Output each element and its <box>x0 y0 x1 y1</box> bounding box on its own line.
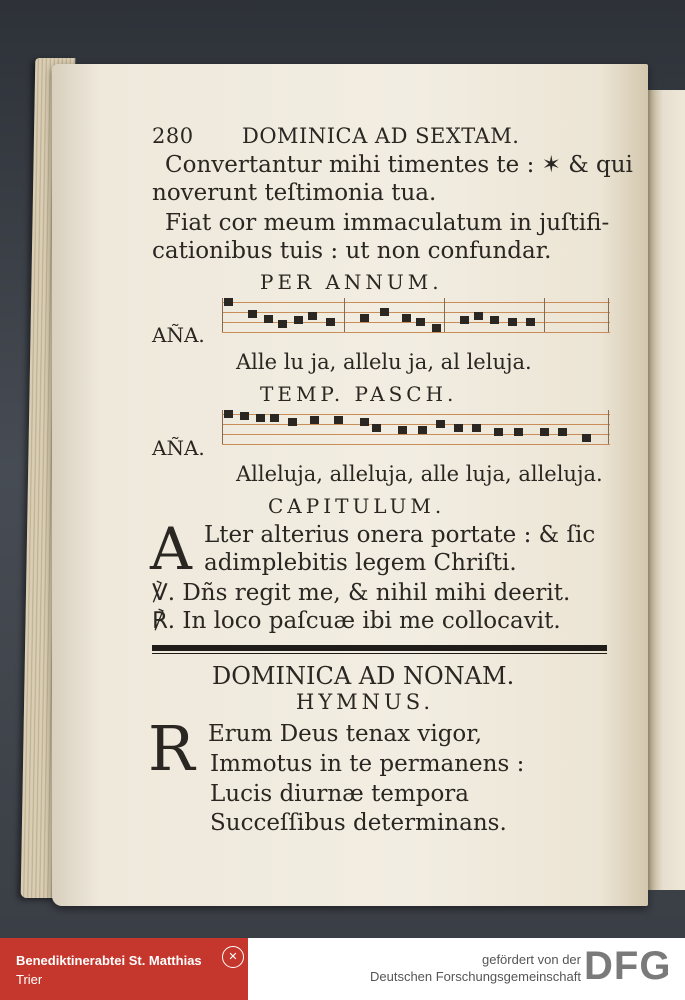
neume <box>310 416 319 424</box>
neume <box>380 308 389 316</box>
staff-line <box>222 444 610 445</box>
text-line: cationibus tuis : ut non confundar. <box>152 238 552 264</box>
neume <box>472 424 481 432</box>
hymn-line: Lucis diurnæ tempora <box>210 781 470 807</box>
neume <box>582 434 591 442</box>
neume <box>398 426 407 434</box>
per-annum-heading: PER ANNUM. <box>260 270 443 294</box>
institution-banner[interactable] <box>0 938 248 1000</box>
temp-pasch-heading: TEMP. PASCH. <box>260 382 458 406</box>
neume <box>360 418 369 426</box>
institution-city: Trier <box>16 972 43 987</box>
neume <box>514 428 523 436</box>
page-number: 280 <box>152 124 194 148</box>
lyrics-temp-pasch: Alleluja, alleluja, alle luja, alleluja. <box>236 462 603 486</box>
neume <box>540 428 549 436</box>
staff-barline <box>222 298 223 332</box>
text-line: noverunt teſtimonia tua. <box>152 180 437 206</box>
chant-staff-per-annum <box>222 298 610 338</box>
staff-line <box>222 434 610 435</box>
antiphon-label: AÑA. <box>152 436 205 460</box>
footer-bar <box>0 938 685 1000</box>
neume <box>432 324 441 332</box>
neume <box>372 424 381 432</box>
staff-barline <box>444 298 445 332</box>
neume <box>558 428 567 436</box>
neume <box>264 315 273 323</box>
staff-barline <box>608 298 609 332</box>
neume <box>474 312 483 320</box>
funding-line-2: Deutschen Forschungsgemeinschaft <box>369 969 581 984</box>
facing-page-edge <box>648 90 685 890</box>
dfg-logo[interactable]: DFG <box>584 944 672 988</box>
neume <box>402 314 411 322</box>
neume <box>416 318 425 326</box>
lyrics-per-annum: Alle lu ja, allelu ja, al leluja. <box>236 350 532 374</box>
capitulum-line: Lter alterius onera portate : & ſic <box>204 522 596 548</box>
neume <box>294 316 303 324</box>
neume <box>508 318 517 326</box>
neume <box>526 318 535 326</box>
drop-cap-a: A <box>150 515 192 583</box>
hymnus-heading: HYMNUS. <box>296 690 435 714</box>
chant-staff-temp-pasch <box>222 410 610 450</box>
neume <box>278 320 287 328</box>
funding-line-1: gefördert von der <box>481 952 581 967</box>
staff-barline <box>544 298 545 332</box>
neume <box>256 414 265 422</box>
staff-barline <box>608 410 609 444</box>
abbey-logo-icon: ✕ <box>222 946 244 968</box>
neume <box>334 416 343 424</box>
capitulum-line: adimplebitis legem Chriſti. <box>204 550 517 576</box>
neume <box>454 424 463 432</box>
staff-line <box>222 414 610 415</box>
antiphon-label: AÑA. <box>152 323 205 347</box>
response: ℟. In loco paſcuæ ibi me collocavit. <box>152 608 561 634</box>
neume <box>360 314 369 322</box>
neume <box>240 412 249 420</box>
staff-line <box>222 312 610 313</box>
neume <box>490 316 499 324</box>
running-head: DOMINICA AD SEXTAM. <box>242 124 520 148</box>
staff-line <box>222 302 610 303</box>
neume <box>436 420 445 428</box>
neume <box>270 414 279 422</box>
versicle: ℣. Dñs regit me, & nihil mihi deerit. <box>152 580 571 606</box>
staff-barline <box>344 298 345 332</box>
staff-line <box>222 424 610 425</box>
drop-cap-r: R <box>148 712 195 785</box>
section-rule-thin <box>152 653 607 654</box>
neume <box>460 316 469 324</box>
neume <box>326 318 335 326</box>
neume <box>418 426 427 434</box>
hymn-line: Succeſſibus determinans. <box>210 810 507 836</box>
neume <box>308 312 317 320</box>
text-line: Convertantur mihi timentes te : ✶ & qui <box>165 152 633 178</box>
neume <box>288 418 297 426</box>
hymn-line: Immotus in te permanens : <box>210 751 525 777</box>
staff-barline <box>222 410 223 444</box>
staff-line <box>222 332 610 333</box>
neume <box>494 428 503 436</box>
section-title: DOMINICA AD NONAM. <box>212 662 515 690</box>
hymn-line: Erum Deus tenax vigor, <box>208 721 483 747</box>
neume <box>248 310 257 318</box>
section-rule-thick <box>152 645 607 651</box>
neume <box>224 410 233 418</box>
capitulum-heading: CAPITULUM. <box>268 494 446 518</box>
institution-name: Benediktinerabtei St. Matthias <box>16 953 202 968</box>
neume <box>224 298 233 306</box>
text-line: Fiat cor meum immaculatum in juſtifi- <box>165 210 610 236</box>
